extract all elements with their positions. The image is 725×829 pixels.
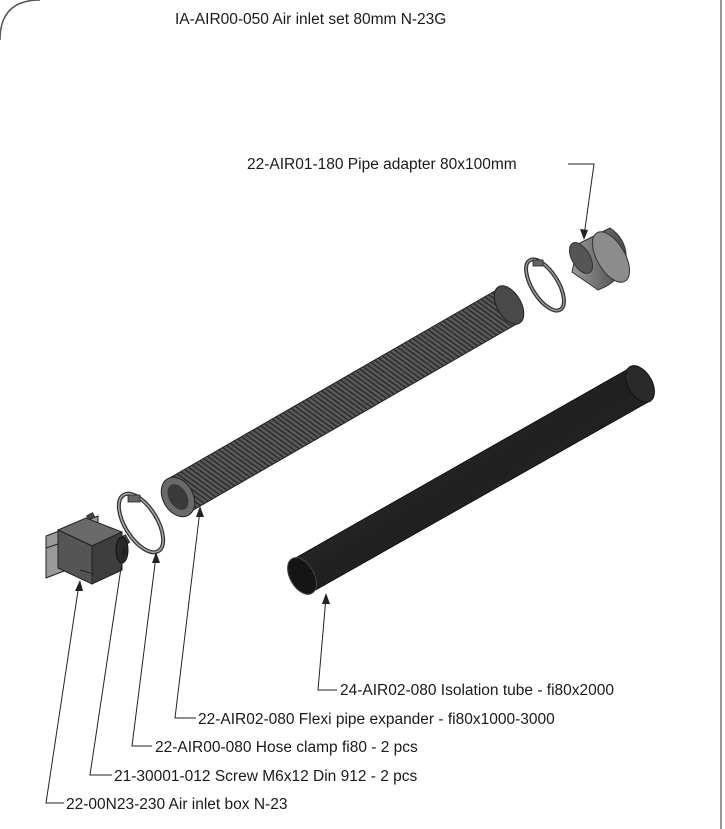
hose-clamp-right-part (519, 254, 572, 317)
label-hose-clamp: 22-AIR00-080 Hose clamp fi80 - 2 pcs (155, 739, 418, 756)
leader-isolation-tube (318, 597, 337, 690)
label-air-inlet-box: 22-00N23-230 Air inlet box N-23 (66, 796, 288, 813)
label-flexi-pipe: 22-AIR02-080 Flexi pipe expander - fi80x1000-3000 (198, 711, 555, 728)
arrowhead-pipe-adapter (580, 229, 588, 240)
label-pipe-adapter: 22-AIR01-180 Pipe adapter 80x100mm (247, 156, 517, 173)
leader-air-inlet-box (46, 584, 79, 803)
arrowhead-air-inlet-box (75, 580, 83, 591)
leader-flexi-pipe (175, 510, 200, 718)
label-isolation-tube: 24-AIR02-080 Isolation tube - fi80x2000 (340, 682, 615, 699)
leader-pipe-adapter (568, 164, 594, 236)
pipe-adapter-part (565, 226, 637, 290)
leader-hose-clamp (132, 556, 156, 746)
frame-border (0, 0, 40, 40)
label-screw: 21-30001-012 Screw M6x12 Din 912 - 2 pcs (114, 768, 418, 785)
air-inlet-box-part (46, 516, 128, 584)
arrowhead-isolation-tube (322, 593, 330, 604)
drawing-title: IA-AIR00-050 Air inlet set 80mm N-23G (175, 11, 447, 28)
